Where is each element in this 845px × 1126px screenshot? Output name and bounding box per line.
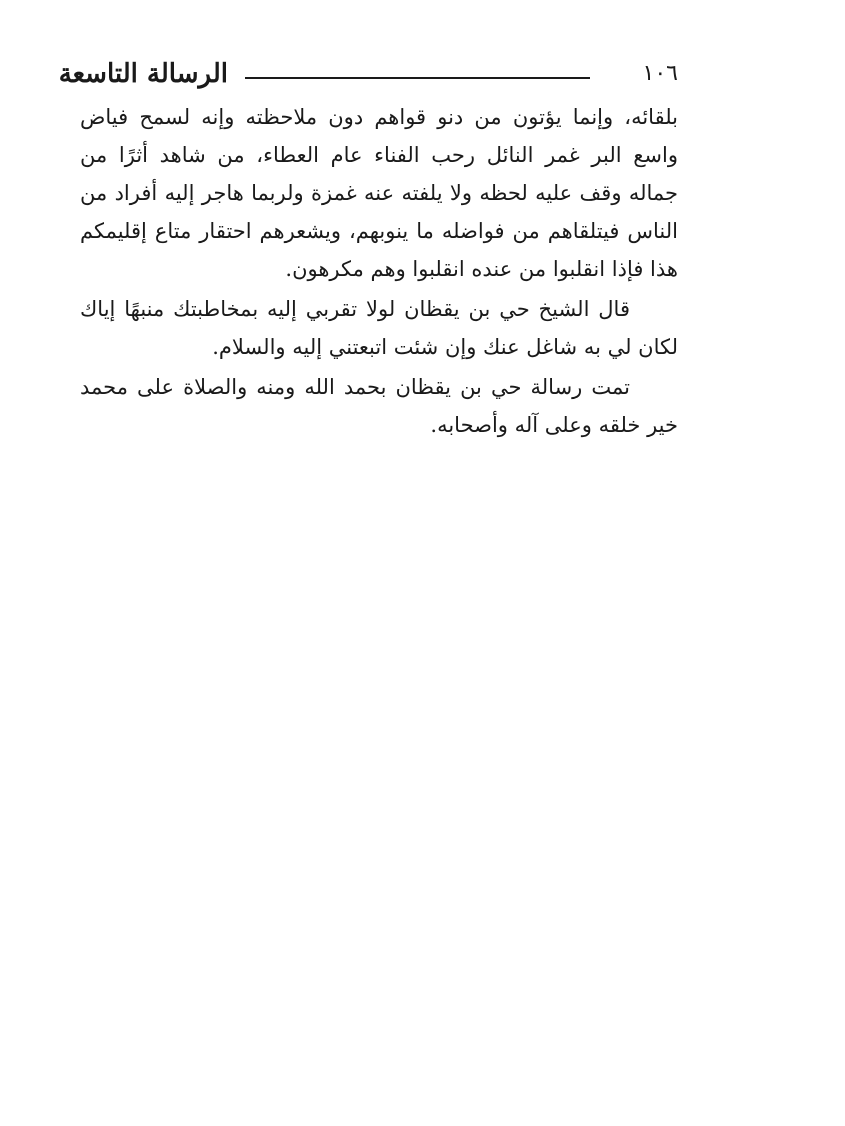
header-rule <box>245 77 590 79</box>
paragraph-2: قال الشيخ حي بن يقظان لولا تقربي إليه بمخاطبتك منبهًا إياك لكان لي به شاغل عنك وإن شئت اتبعتني إليه والسلام. <box>80 297 678 359</box>
paragraph-3: تمت رسالة حي بن يقظان بحمد الله ومنه والصلاة على محمد خير خلقه وعلى آله وأصحابه. <box>80 375 678 437</box>
paragraph-1: بلقائه، وإنما يؤتون من دنو قواهم دون ملاحظته وإنه لسمح فياض واسع البر غمر النائل رحب الفناء عام العطاء، من شاهد أثرًا من جماله وقف عليه لحظه ولا يلفته عنه غمزة ولربما هاجر إليه أفراد من الناس فيتلقاهم من فواضله ما ينوبهم، ويشعرهم احتقار متاع إقليمكم هذا فإذا انقلبوا من عنده انقلبوا وهم مكرهون. <box>80 105 678 281</box>
page-body <box>80 98 678 444</box>
page-header <box>58 56 678 92</box>
page-number: ١٠٦ <box>642 61 678 86</box>
running-title: الرسالة التاسعة <box>58 59 228 89</box>
